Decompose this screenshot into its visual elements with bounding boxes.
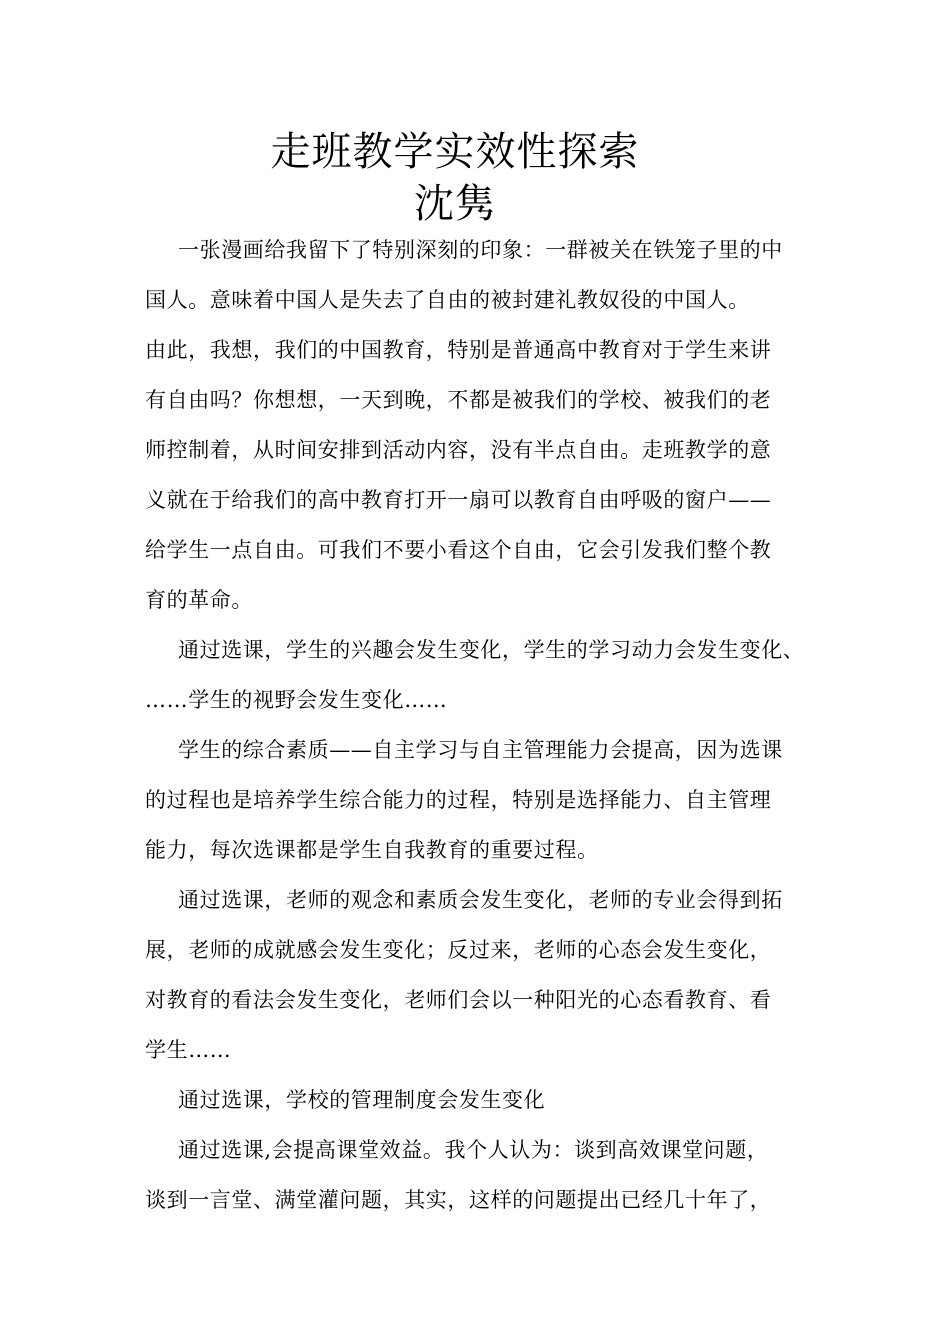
body-line: 义就在于给我们的高中教育打开一扇可以教育自由呼吸的窗户——	[145, 488, 772, 512]
body-line: 学生的综合素质——自主学习与自主管理能力会提高，因为选课	[178, 738, 783, 762]
body-line: 通过选课，学校的管理制度会发生变化	[178, 1088, 546, 1112]
body-line: 展，老师的成就感会发生变化；反过来，老师的心态会发生变化，	[145, 938, 772, 962]
body-line: 国人。意味着中国人是失去了自由的被封建礼教奴役的中国人。	[145, 288, 750, 312]
body-line: 由此，我想，我们的中国教育，特别是普通高中教育对于学生来讲	[145, 338, 772, 362]
body-line: 学生……	[145, 1038, 232, 1062]
document-title: 走班教学实效性探索	[270, 129, 640, 175]
document-author: 沈隽	[414, 181, 496, 227]
body-line: 一张漫画给我留下了特别深刻的印象：一群被关在铁笼子里的中	[178, 238, 783, 262]
body-line: ……学生的视野会发生变化……	[145, 688, 448, 712]
body-line: 对教育的看法会发生变化，老师们会以一种阳光的心态看教育、看	[145, 988, 772, 1012]
body-line: 育的革命。	[145, 588, 253, 612]
body-line: 能力，每次选课都是学生自我教育的重要过程。	[145, 838, 599, 862]
body-line: 通过选课，学生的兴趣会发生变化，学生的学习动力会发生变化、	[178, 638, 805, 662]
body-line: 通过选课,会提高课堂效益。我个人认为：谈到高效课堂问题，	[178, 1138, 769, 1162]
body-line: 通过选课，老师的观念和素质会发生变化，老师的专业会得到拓	[178, 888, 783, 912]
body-line: 有自由吗？你想想，一天到晚，不都是被我们的学校、被我们的老	[145, 388, 772, 412]
body-line: 师控制着，从时间安排到活动内容，没有半点自由。走班教学的意	[145, 438, 772, 462]
body-line: 的过程也是培养学生综合能力的过程，特别是选择能力、自主管理	[145, 788, 772, 812]
body-line: 给学生一点自由。可我们不要小看这个自由，它会引发我们整个教	[145, 538, 772, 562]
body-line: 谈到一言堂、满堂灌问题，其实，这样的问题提出已经几十年了，	[145, 1188, 772, 1212]
